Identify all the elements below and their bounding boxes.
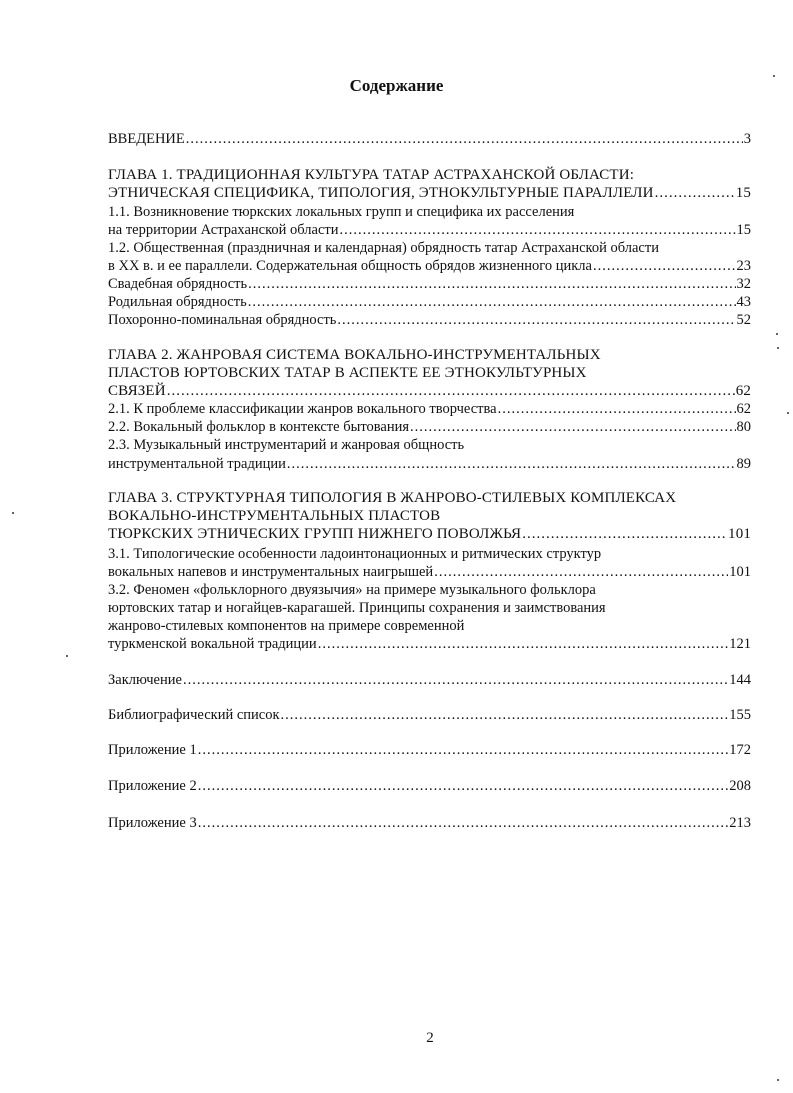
toc-entry-page: 208 — [729, 778, 751, 794]
toc-entry-text: ВОКАЛЬНО-ИНСТРУМЕНТАЛЬНЫХ ПЛАСТОВ — [108, 508, 441, 524]
toc-entry-page: 62 — [735, 383, 751, 399]
toc-entry-text: Похоронно-поминальная обрядность — [108, 312, 337, 328]
toc-entry-text: юртовских татар и ногайцев-карагашей. Принципы сохранения и заимствования — [108, 600, 606, 616]
toc-entry-page: 43 — [736, 294, 751, 310]
toc-entry-text: Заключение — [108, 672, 182, 688]
toc-leader-dots — [593, 257, 736, 275]
toc-leader-dots — [655, 184, 735, 202]
toc-entry-text: Приложение 2 — [108, 778, 197, 794]
scan-speck — [777, 347, 779, 349]
toc-entry-text: Приложение 3 — [108, 815, 197, 831]
toc-entry-text: ГЛАВА 1. ТРАДИЦИОННАЯ КУЛЬТУРА ТАТАР АСТРАХАНСКОЙ ОБЛАСТИ: — [108, 167, 635, 183]
toc-entry-text: ВВЕДЕНИЕ — [108, 131, 185, 147]
toc-entry-text: в XX в. и ее параллели. Содержательная общность обрядов жизненного цикла — [108, 258, 592, 274]
toc-entry-page: 155 — [729, 707, 751, 723]
toc-section-1-1[interactable] — [108, 203, 751, 221]
toc-entry-text: 1.2. Общественная (праздничная и календарная) обрядность татар Астраханской области — [108, 240, 659, 256]
toc-section-2-3[interactable] — [108, 436, 751, 454]
toc-entry-page: 101 — [729, 564, 751, 580]
toc-entry-text: ТЮРКСКИХ ЭТНИЧЕСКИХ ГРУПП НИЖНЕГО ПОВОЛЖЬЯ — [108, 526, 522, 542]
page-number: 2 — [426, 1030, 434, 1046]
toc-leader-dots — [281, 706, 729, 724]
toc-entry-appendix-2[interactable] — [108, 777, 751, 795]
toc-chapter-3-heading-end[interactable] — [108, 525, 751, 543]
toc-entry-page: 52 — [736, 312, 751, 328]
toc-leader-dots — [340, 221, 736, 239]
toc-leader-dots — [287, 455, 736, 473]
toc-entry-text: ЭТНИЧЕСКАЯ СПЕЦИФИКА, ТИПОЛОГИЯ, ЭТНОКУЛЬТУРНЫЕ ПАРАЛЛЕЛИ — [108, 185, 654, 201]
toc-section-2-1[interactable] — [108, 400, 751, 418]
toc-entry-text: Свадебная обрядность — [108, 276, 248, 292]
toc-entry-appendix-1[interactable] — [108, 741, 751, 759]
toc-entry-page: 23 — [736, 258, 751, 274]
toc-entry-page: 121 — [729, 636, 751, 652]
toc-entry-text: вокальных напевов и инструментальных наигрышей — [108, 564, 434, 580]
toc-entry-text: Библиографический список — [108, 707, 280, 723]
toc-entry-text: Родильная обрядность — [108, 294, 247, 310]
toc-entry-text: Приложение 1 — [108, 742, 197, 758]
toc-leader-dots — [167, 382, 735, 400]
toc-section-3-2-cont[interactable] — [108, 599, 751, 617]
toc-entry-bibliography[interactable] — [108, 706, 751, 724]
toc-entry-text: жанрово-стилевых компонентов на примере современной — [108, 618, 465, 634]
toc-leader-dots — [498, 400, 736, 418]
toc-entry-page: 15 — [736, 222, 751, 238]
page-title: Содержание — [349, 76, 444, 95]
toc-subsection-funeral[interactable] — [108, 311, 751, 329]
toc-entry-introduction[interactable] — [108, 130, 751, 148]
toc-entry-page: 172 — [729, 742, 751, 758]
toc-entry-page: 144 — [729, 672, 751, 688]
toc-entry-text: 3.2. Феномен «фольклорного двуязычия» на примере музыкального фольклора — [108, 582, 596, 598]
toc-section-3-1[interactable] — [108, 545, 751, 563]
toc-entry-text: туркменской вокальной традиции — [108, 636, 317, 652]
toc-leader-dots — [186, 130, 743, 148]
toc-entry-text: 2.1. К проблеме классификации жанров вокального творчества — [108, 401, 497, 417]
scan-speck — [787, 412, 789, 414]
toc-leader-dots — [434, 563, 728, 581]
toc-leader-dots — [183, 671, 728, 689]
toc-section-1-2-cont[interactable] — [108, 257, 751, 275]
toc-chapter-1-heading[interactable] — [108, 166, 751, 184]
toc-section-3-2-end[interactable] — [108, 635, 751, 653]
toc-entry-page: 15 — [735, 185, 751, 201]
toc-entry-conclusion[interactable] — [108, 671, 751, 689]
toc-entry-page: 89 — [736, 456, 751, 472]
scan-speck — [773, 75, 775, 77]
toc-chapter-3-heading-cont[interactable] — [108, 507, 751, 525]
toc-entry-text: 2.2. Вокальный фольклор в контексте бытования — [108, 419, 410, 435]
toc-entry-text: на территории Астраханской области — [108, 222, 339, 238]
toc-chapter-2-heading-cont[interactable] — [108, 364, 751, 382]
toc-entry-page: 3 — [743, 131, 751, 147]
toc-leader-dots — [248, 275, 735, 293]
toc-entry-page: 213 — [729, 815, 751, 831]
toc-chapter-1-heading-cont[interactable] — [108, 184, 751, 202]
toc-chapter-2-heading-end[interactable] — [108, 382, 751, 400]
toc-entry-appendix-3[interactable] — [108, 814, 751, 832]
toc-section-3-2[interactable] — [108, 581, 751, 599]
toc-entry-text: СВЯЗЕЙ — [108, 383, 166, 399]
toc-entry-text: ГЛАВА 3. СТРУКТУРНАЯ ТИПОЛОГИЯ В ЖАНРОВО-СТИЛЕВЫХ КОМПЛЕКСАХ — [108, 490, 677, 506]
scan-speck — [12, 512, 14, 514]
toc-entry-page: 101 — [728, 526, 751, 542]
toc-chapter-3-heading[interactable] — [108, 489, 751, 507]
toc-subsection-wedding[interactable] — [108, 275, 751, 293]
toc-leader-dots — [248, 293, 736, 311]
toc-section-3-2-cont-2[interactable] — [108, 617, 751, 635]
toc-section-1-2[interactable] — [108, 239, 751, 257]
scan-speck — [776, 333, 778, 335]
toc-section-1-1-cont[interactable] — [108, 221, 751, 239]
scan-speck — [777, 1079, 779, 1081]
scan-speck — [66, 655, 68, 657]
toc-leader-dots — [337, 311, 735, 329]
toc-entry-text: 2.3. Музыкальный инструментарий и жанровая общность — [108, 437, 465, 453]
toc-entry-text: ПЛАСТОВ ЮРТОВСКИХ ТАТАР В АСПЕКТЕ ЕЕ ЭТНОКУЛЬТУРНЫХ — [108, 365, 587, 381]
toc-leader-dots — [198, 777, 729, 795]
toc-leader-dots — [198, 741, 729, 759]
toc-entry-page: 62 — [736, 401, 751, 417]
toc-entry-page: 80 — [736, 419, 751, 435]
toc-entry-text: 1.1. Возникновение тюркских локальных групп и специфика их расселения — [108, 204, 575, 220]
toc-entry-text: инструментальной традиции — [108, 456, 286, 472]
toc-section-3-1-cont[interactable] — [108, 563, 751, 581]
toc-subsection-birth[interactable] — [108, 293, 751, 311]
toc-leader-dots — [522, 525, 727, 543]
toc-entry-text: ГЛАВА 2. ЖАНРОВАЯ СИСТЕМА ВОКАЛЬНО-ИНСТРУМЕНТАЛЬНЫХ — [108, 347, 601, 363]
toc-entry-page: 32 — [736, 276, 751, 292]
toc-section-2-3-cont[interactable] — [108, 455, 751, 473]
toc-leader-dots — [198, 814, 729, 832]
toc-entry-text: 3.1. Типологические особенности ладоинтонационных и ритмических структур — [108, 546, 602, 562]
toc-leader-dots — [318, 635, 729, 653]
toc-section-2-2[interactable] — [108, 418, 751, 436]
toc-chapter-2-heading[interactable] — [108, 346, 751, 364]
toc-leader-dots — [410, 418, 735, 436]
